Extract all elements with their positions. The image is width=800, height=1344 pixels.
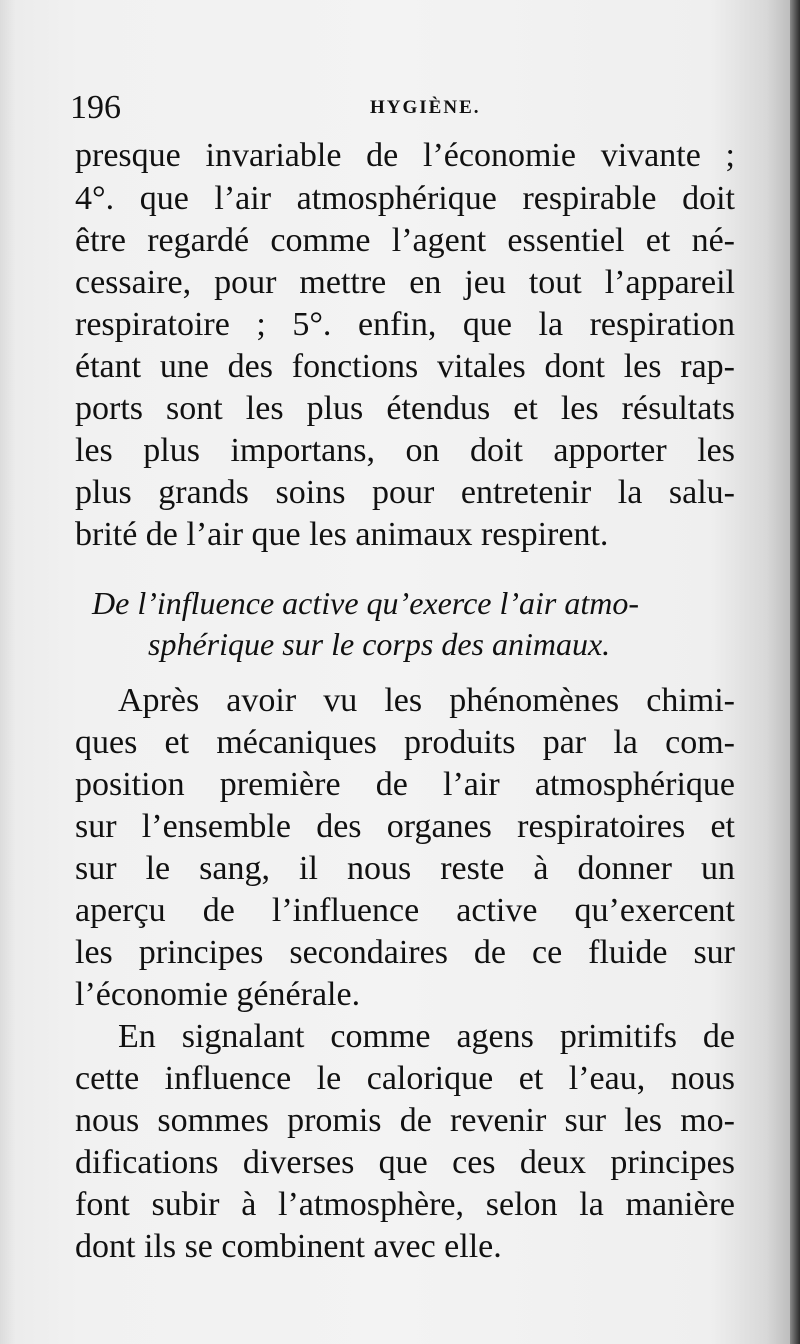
text-line: nous sommes promis de revenir sur les mo- bbox=[75, 1102, 735, 1139]
text-line: les plus importans, on doit apporter les bbox=[75, 432, 735, 469]
text-line: ports sont les plus étendus et les résultats bbox=[75, 390, 735, 427]
text-line: sur le sang, il nous reste à donner un bbox=[75, 850, 735, 887]
heading-line: sphérique sur le corps des animaux. bbox=[148, 626, 611, 662]
text-line: difications diverses que ces deux principes bbox=[75, 1144, 735, 1181]
page-header bbox=[70, 88, 740, 128]
text-line: En signalant comme agens primitifs de bbox=[118, 1018, 735, 1055]
text-line: position première de l’air atmosphérique bbox=[75, 766, 735, 803]
text-line: brité de l’air que les animaux respirent. bbox=[75, 516, 609, 553]
page-number: 196 bbox=[70, 89, 121, 126]
text-line: Après avoir vu les phénomènes chimi- bbox=[118, 682, 735, 719]
running-head: HYGIÈNE. bbox=[370, 97, 481, 118]
text-line: aperçu de l’influence active qu’exercent bbox=[75, 892, 735, 929]
text-line: cette influence le calorique et l’eau, nous bbox=[75, 1060, 735, 1097]
text-line: cessaire, pour mettre en jeu tout l’appareil bbox=[75, 264, 735, 301]
text-line: 4°. que l’air atmosphérique respirable doit bbox=[75, 180, 735, 217]
text-line: dont ils se combinent avec elle. bbox=[75, 1228, 502, 1265]
text-line: être regardé comme l’agent essentiel et né- bbox=[75, 222, 735, 259]
text-line: étant une des fonctions vitales dont les rap- bbox=[75, 348, 735, 385]
text-line: les principes secondaires de ce fluide sur bbox=[75, 934, 735, 971]
page-edge-shadow bbox=[790, 0, 800, 1344]
text-line: sur l’ensemble des organes respiratoires et bbox=[75, 808, 735, 845]
heading-line: De l’influence active qu’exerce l’air atmo- bbox=[92, 585, 640, 621]
text-line: l’économie générale. bbox=[75, 976, 361, 1013]
text-line: respiratoire ; 5°. enfin, que la respiration bbox=[75, 306, 735, 343]
text-line: ques et mécaniques produits par la com- bbox=[75, 724, 735, 761]
text-line: plus grands soins pour entretenir la salu- bbox=[75, 474, 735, 511]
text-line: font subir à l’atmosphère, selon la manière bbox=[75, 1186, 735, 1223]
text-line: presque invariable de l’économie vivante ; bbox=[75, 137, 735, 174]
